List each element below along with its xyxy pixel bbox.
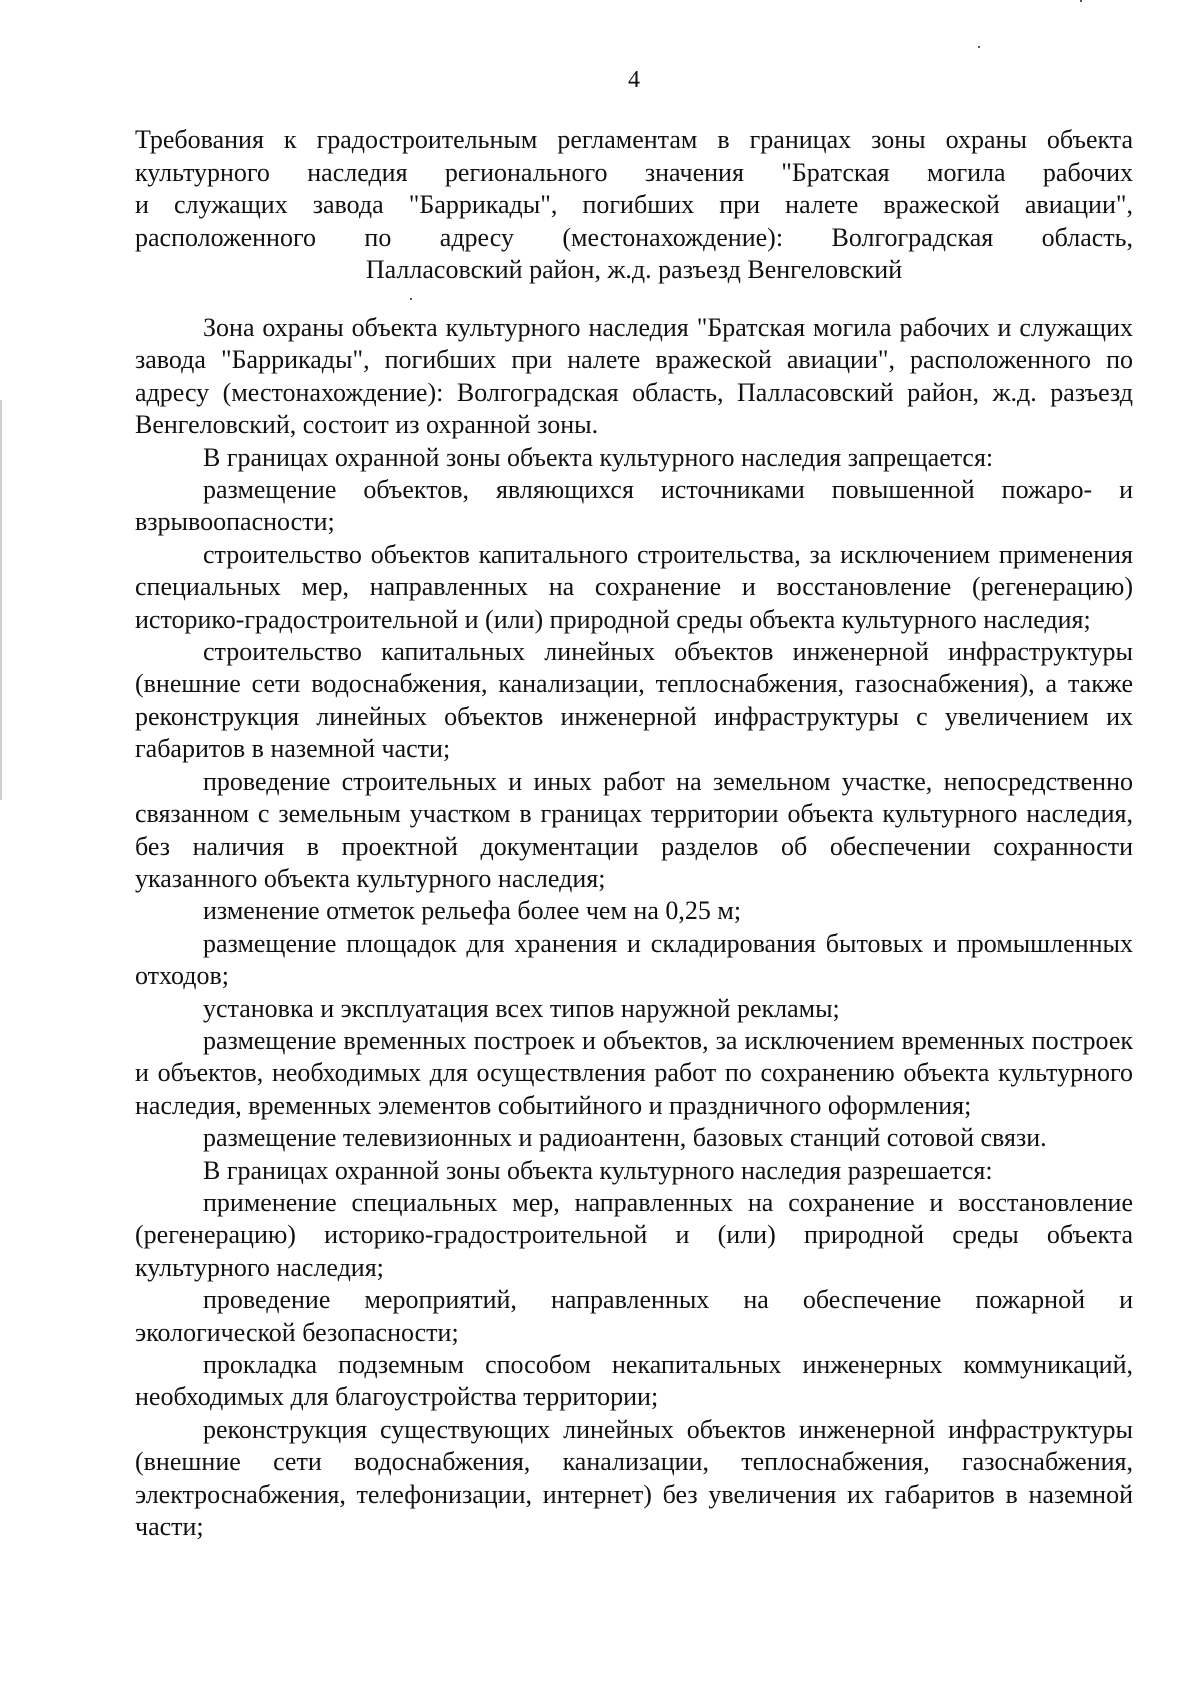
heading-line: культурного наследия регионального значения "Братская могила рабочих: [135, 157, 1133, 187]
paragraph-item: проведение мероприятий, направленных на обеспечение пожарной и экологической безопасности;: [135, 1285, 1133, 1347]
paragraph-item: изменение отметок рельефа более чем на 0,25 м;: [203, 896, 742, 926]
paragraph-allowed-intro: В границах охранной зоны объекта культурного наследия разрешается:: [203, 1155, 993, 1185]
paragraph-item: строительство капитальных линейных объектов инженерной инфраструктуры (внешние сети водоснабжения, канализации, теплоснабжения, газоснабжения), а также реконструкция линейных объектов инженерной инфраструктуры с увеличением их габаритов в наземной части;: [135, 637, 1133, 764]
page-number: 4: [628, 67, 640, 93]
paragraph-item: реконструкция существующих линейных объектов инженерной инфраструктуры (внешние сети водоснабжения, канализации, теплоснабжения, газоснабжения, электроснабжения, телефонизации, интернет) без увеличения их габаритов в наземной части;: [135, 1414, 1133, 1542]
document-body: [135, 312, 1133, 1543]
scan-edge-mark: [0, 400, 2, 800]
document-heading: [135, 124, 1133, 287]
paragraph-item: применение специальных мер, направленных на сохранение и восстановление (регенерацию) историко-градостроительной и (или) природной среды объекта культурного наследия;: [135, 1187, 1133, 1282]
paragraph-item: установка и эксплуатация всех типов наружной рекламы;: [203, 993, 840, 1023]
paragraph-item: размещение объектов, являющихся источниками повышенной пожаро- и взрывоопасности;: [135, 475, 1133, 537]
paragraph-prohibited-intro: В границах охранной зоны объекта культурного наследия запрещается:: [203, 442, 994, 472]
paragraph-item: размещение временных построек и объектов, за исключением временных построек и объектов, необходимых для осуществления работ по сохранению объекта культурного наследия, временных элементов событийного и праздничного оформления;: [135, 1025, 1133, 1120]
paragraph-zone-description: Зона охраны объекта культурного наследия "Братская могила рабочих и служащих завода "Баррикады", погибших при налете вражеской авиации", расположенного по адресу (местонахождение): Волгоградская область, Палласовский район, ж.д. разъезд Венгеловский, состоит из охранной зоны.: [135, 313, 1133, 440]
heading-line: расположенного по адресу (местонахождение): Волгоградская область,: [135, 222, 1133, 252]
heading-line-last: Палласовский район, ж.д. разъезд Венгеловский: [365, 255, 903, 284]
paragraph-item: размещение площадок для хранения и складирования бытовых и промышленных отходов;: [135, 928, 1133, 991]
heading-line: и служащих завода "Баррикады", погибших при налете вражеской авиации",: [135, 190, 1133, 219]
paragraph-item: размещение телевизионных и радиоантенн, базовых станций сотовой связи.: [203, 1123, 1047, 1153]
paragraph-item: строительство объектов капитального строительства, за исключением применения специальных мер, направленных на сохранение и восстановление (регенерацию) историко-градостроительной и (или) природной среды объекта культурного наследия;: [135, 539, 1133, 634]
paragraph-item: проведение строительных и иных работ на земельном участке, непосредственно связанном с земельным участком в границах территории объекта культурного наследия, без наличия в проектной документации разделов об обеспечении сохранности указанного объекта культурного наследия;: [135, 766, 1133, 893]
paragraph-item: прокладка подземным способом некапитальных инженерных коммуникаций, необходимых для благоустройства территории;: [135, 1350, 1133, 1412]
document-page: [135, 0, 1133, 1696]
heading-line: Требования к градостроительным регламентам в границах зоны охраны объекта: [135, 125, 1133, 154]
